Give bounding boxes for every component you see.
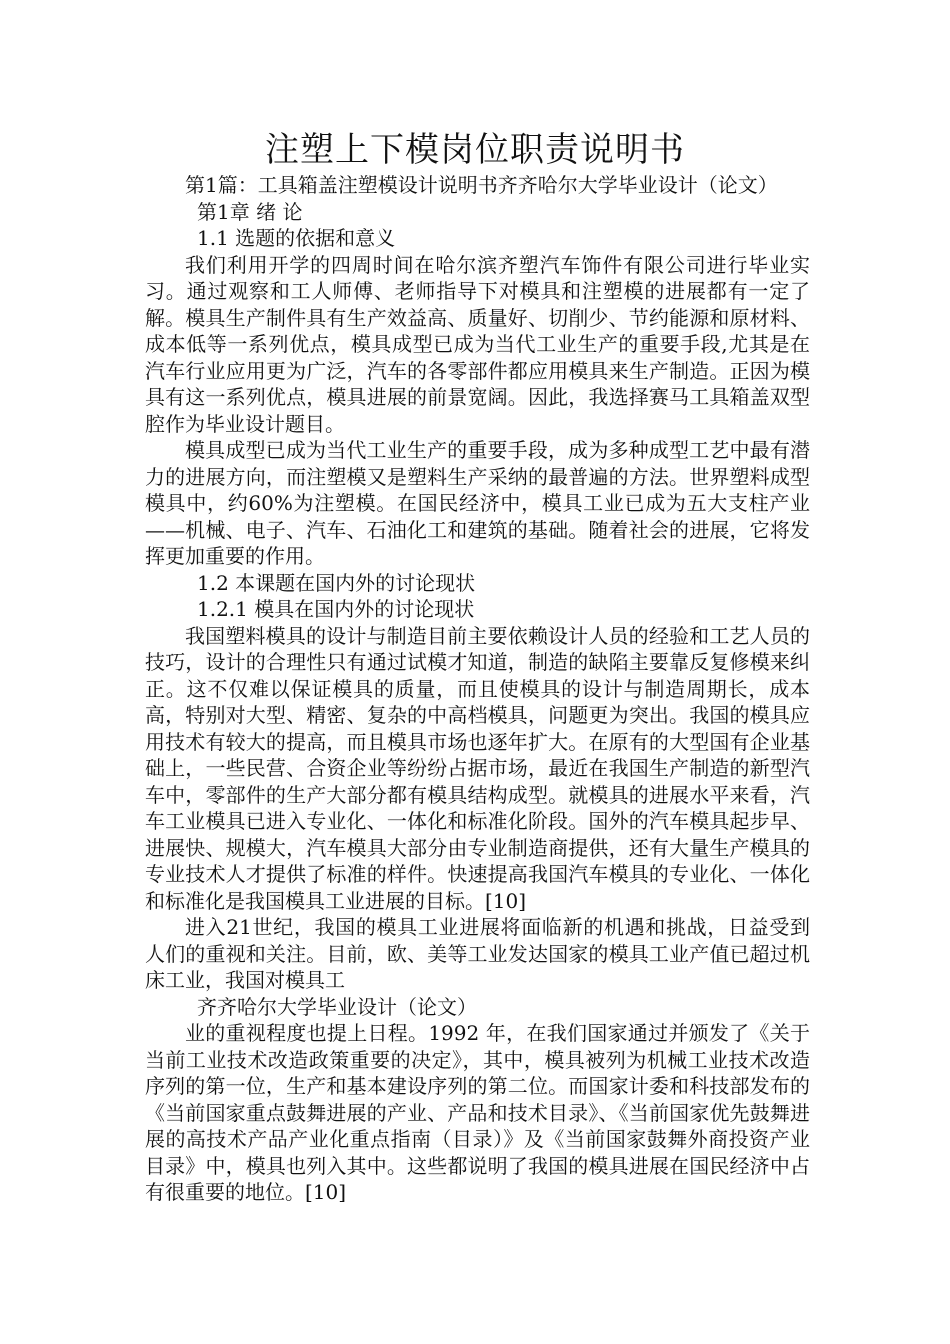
paragraph: 模具成型已成为当代工业生产的重要手段，成为多种成型工艺中最有潜力的进展方向，而注塑模又是塑料生产采纳的最普遍的方法。世界塑料成型模具中，约60%为注塑模。在国民经济中，模具工业已成为五大支柱产业——机械、电子、汽车、石油化工和建筑的基础。随着社会的进展，它将发挥更加重要的作用。 bbox=[145, 438, 810, 568]
paragraph: 进入21世纪，我国的模具工业进展将面临新的机遇和挑战，日益受到人们的重视和关注。目前，欧、美等工业发达国家的模具工业产值已超过机床工业，我国对模具工 bbox=[145, 915, 810, 992]
heading-chapter-1: 第1章 绪 论 bbox=[197, 199, 303, 224]
paragraph-chapter-source: 第1篇：工具箱盖注塑模设计说明书齐齐哈尔大学毕业设计（论文） bbox=[185, 173, 778, 197]
heading-section-1-1: 1.1 选题的依据和意义 bbox=[197, 226, 396, 250]
document-title: 注塑上下模岗位职责说明书 bbox=[265, 130, 685, 170]
heading-section-1-2: 1.2 本课题在国内外的讨论现状 bbox=[197, 570, 476, 595]
paragraph: 我国塑料模具的设计与制造目前主要依赖设计人员的经验和工艺人员的技巧，设计的合理性只有通过试模才知道，制造的缺陷主要靠反复修模来纠正。这不仅难以保证模具的质量，而且使模具的设计与制造周期长，成本高，特别对大型、精密、复杂的中高档模具，问题更为突出。我国的模具应用技术有较大的提高，而且模具市场也逐年扩大。在原有的大型国有企业基础上，一些民营、合资企业等纷纷占据市场，最近在我国生产制造的新型汽车中，零部件的生产大部分都有模具结构成型。就模具的进展水平来看，汽车工业模具已进入专业化、一体化和标准化阶段。国外的汽车模具起步早、进展快、规模大，汽车模具大部分由专业制造商提供，还有大量生产模具的专业技术人才提供了标准的样件。快速提高我国汽车模具的专业化、一体化和标准化是我国模具工业进展的目标。[10] bbox=[145, 623, 810, 913]
document-body bbox=[145, 172, 810, 1206]
page-header-label: 齐齐哈尔大学毕业设计（论文） bbox=[197, 994, 477, 1019]
paragraph: 业的重视程度也提上日程。1992 年，在我们国家通过并颁发了《关于当前工业技术改造政策重要的决定》，其中，模具被列为机械工业技术改造序列的第一位，生产和基本建设序列的第二位。而国家计委和科技部发布的《当前国家重点鼓舞进展的产业、产品和技术目录》、《当前国家优先鼓舞进展的高技术产品产业化重点指南（目录）》及《当前国家鼓舞外商投资产业目录》中，模具也列入其中。这些都说明了我国的模具进展在国民经济中占有很重要的地位。[10] bbox=[145, 1021, 810, 1204]
heading-section-1-2-1: 1.2.1 模具在国内外的讨论现状 bbox=[197, 597, 475, 621]
paragraph: 我们利用开学的四周时间在哈尔滨齐塑汽车饰件有限公司进行毕业实习。通过观察和工人师傅、老师指导下对模具和注塑模的进展都有一定了解。模具生产制件具有生产效益高、质量好、切削少、节约能源和原材料、成本低等一系列优点，模具成型已成为当代工业生产的重要手段,尤其是在汽车行业应用更为广泛，汽车的各零部件都应用模具来生产制造。正因为模具有这一系列优点，模具进展的前景宽阔。因此，我选择赛马工具箱盖双型腔作为毕业设计题目。 bbox=[145, 252, 810, 436]
